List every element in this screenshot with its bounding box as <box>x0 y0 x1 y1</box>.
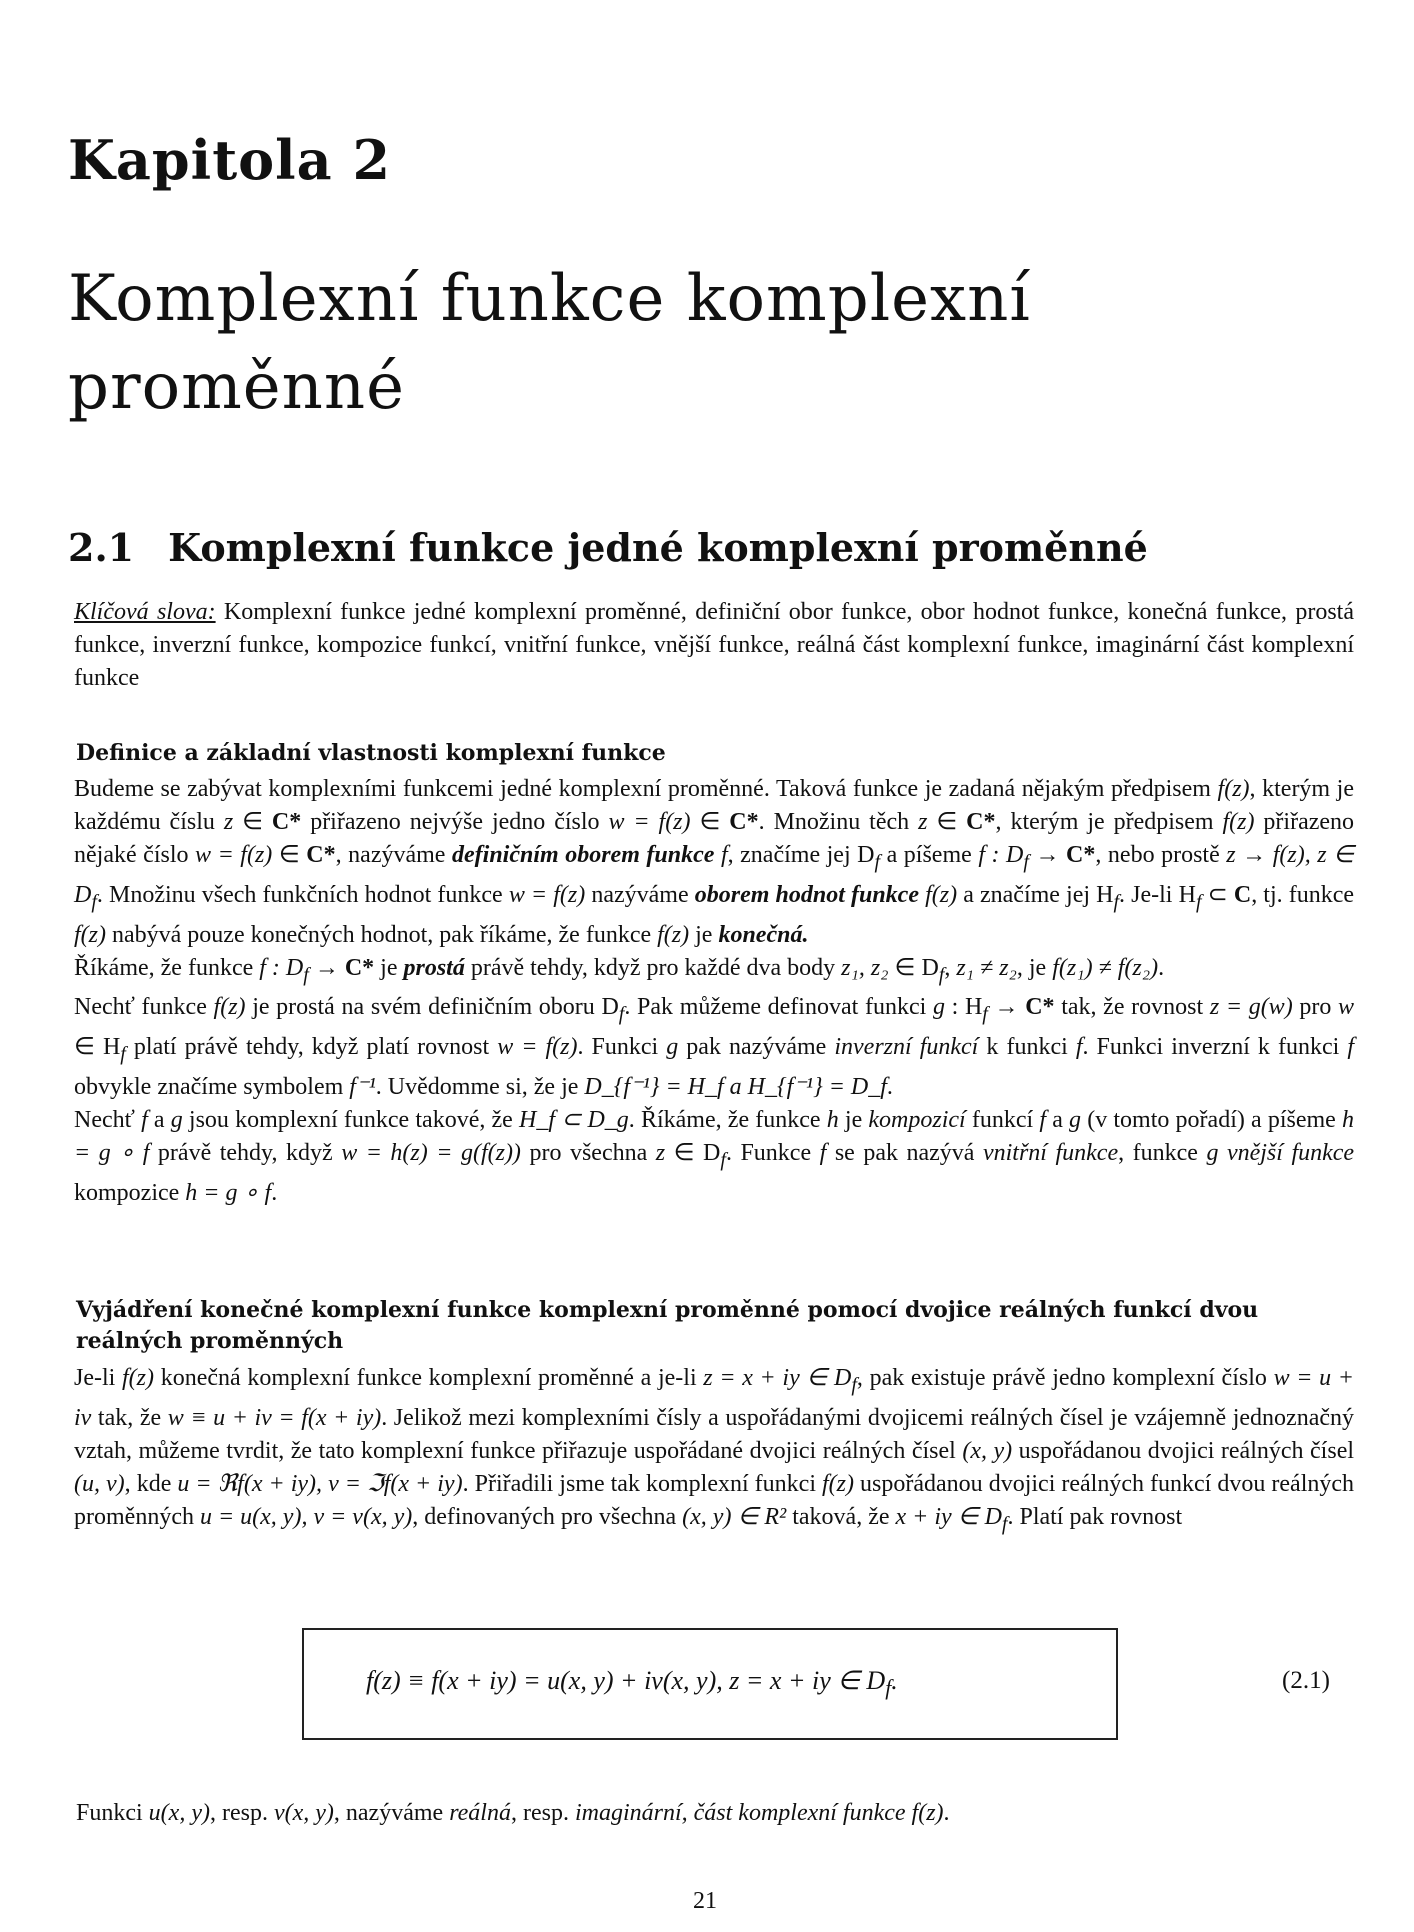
subsection-heading-real-pair: Vyjádření konečné komplexní funkce komplexní proměnné pomocí dvojice reálných funkcí dvou reálných proměnných <box>76 1297 1259 1354</box>
section-number: 2.1 <box>68 525 135 570</box>
term-inner-function: vnitřní funkce <box>982 1139 1119 1166</box>
equation-box <box>302 1628 1118 1740</box>
subsection-heading-definition: Definice a základní vlastnosti komplexní funkce <box>76 740 666 766</box>
term-outer-function: vnější funkce <box>1226 1139 1355 1166</box>
term-inverse: inverzní funkcí <box>834 1034 979 1061</box>
equation-number: (2.1) <box>1282 1667 1330 1694</box>
closing-sentence: Funkci u(x, y), resp. v(x, y), nazýváme reálná, resp. imaginární, část komplexní funkce f(z). <box>76 1800 950 1826</box>
definition-paragraph: Budeme se zabývat komplexními funkcemi jedné komplexní proměnné. Taková funkce je zadaná nějakým předpisem f(z), kterým je každému číslu z ∈ C* přiřazeno nejvýše jedno číslo w = f(z) ∈ C*. Množinu těch z ∈ C*, kterým je předpisem f(z) přiřazeno nějaké číslo w = f(z) ∈ C*, nazýváme definičním oborem funkce f, značíme jej $D_f$ a píšeme f : $D_f \to C*$, nebo prostě z → f(z), z ∈ $D_f$. Množinu všech funkčních hodnot funkce w = f(z) nazýváme oborem hodnot funkce f(z) a značíme jej $H_f$. Je-li $H_f$ ⊂ C, tj. funkce f(z) nabývá pouze konečných hodnot, pak říkáme, že funkce f(z) je konečná. Říkáme, že funkce f : $D_f \to C*$ je prostá právě tehdy, když pro každé dva body z₁, z₂ ∈ $D_f$, z₁ ≠ z₂, je f(z₁) ≠ f(z₂). Nechť funkce f(z) je prostá na svém definičním oboru $D_f$. Pak můžeme definovat funkci g : $H_f \to C*$ tak, že rovnost z = g(w) pro w ∈ $H_f$ platí právě tehdy, když platí rovnost w = f(z). Funkci g pak nazýváme inverzní funkcí k funkci f. Funkci inverzní k funkci f obvykle značíme symbolem f⁻¹. Uvědomme si, že je D_{f⁻¹} = H_f a H_{f⁻¹} = D_f. Nechť f a g jsou komplexní funkce takové, že H_f ⊂ D_g. Říkáme, že funkce h je kompozicí funkcí f a g (v tomto pořadí) a píšeme h = g ∘ f právě tehdy, když w = h(z) = g(f(z)) pro všechna z ∈ $D_f$. Funkce f se pak nazývá vnitřní funkce, funkce g vnější funkce kompozice h = g ∘ f. <box>74 776 1355 1206</box>
keywords-paragraph <box>74 596 1354 695</box>
term-injective: prostá <box>403 954 465 981</box>
section-title: Komplexní funkce jedné komplexní proměnné <box>168 525 1148 570</box>
term-definition-domain: definičním oborem funkce <box>452 842 715 868</box>
keywords-text: Komplexní funkce jedné komplexní proměnné, definiční obor funkce, obor hodnot funkce, konečná funkce, prostá funkce, inverzní funkce, kompozice funkcí, vnitřní funkce, vnější funkce, reálná část komplexní funkce, imaginární část komplexní funkce <box>74 599 1354 691</box>
real-pair-paragraph: Je-li f(z) konečná komplexní funkce komplexní proměnné a je-li z = x + iy ∈ $D_f$, pak existuje právě jedno komplexní číslo w = u + iv tak, že w ≡ u + iv = f(x + iy). Jelikož mezi komplexními čísly a uspořádanými dvojicemi reálných čísel je vzájemně jednoznačný vztah, můžeme tvrdit, že tato komplexní funkce přiřazuje uspořádané dvojici reálných čísel (x, y) uspořádanou dvojici reálných čísel (u, v), kde u = ℜf(x + iy), v = ℑf(x + iy). Přiřadili jsme tak komplexní funkci f(z) uspořádanou dvojici reálných funkcí dvou reálných proměnných u = u(x, y), v = v(x, y), definovaných pro všechna (x, y) ∈ R² taková, že x + iy ∈ $D_f$. Platí pak rovnost <box>74 1365 1355 1535</box>
chapter-title: Komplexní funkce komplexní proměnné <box>68 262 1031 424</box>
page-number: 21 <box>693 1888 717 1914</box>
term-composition: kompozicí <box>868 1106 966 1133</box>
term-real-part: reálná <box>449 1800 511 1826</box>
term-range: oborem hodnot funkce <box>694 881 919 908</box>
chapter-label: Kapitola 2 <box>68 128 392 192</box>
section-heading <box>68 525 1148 570</box>
term-imaginary-part: imaginární, část komplexní funkce <box>574 1800 906 1826</box>
equation-2-1: f(z) ≡ f(x + iy) = u(x, y) + iv(x, y), z = x + iy ∈ $D_f$. <box>366 1666 898 1701</box>
keywords-label: Klíčová slova: <box>74 599 216 625</box>
term-finite: konečná. <box>718 921 809 948</box>
